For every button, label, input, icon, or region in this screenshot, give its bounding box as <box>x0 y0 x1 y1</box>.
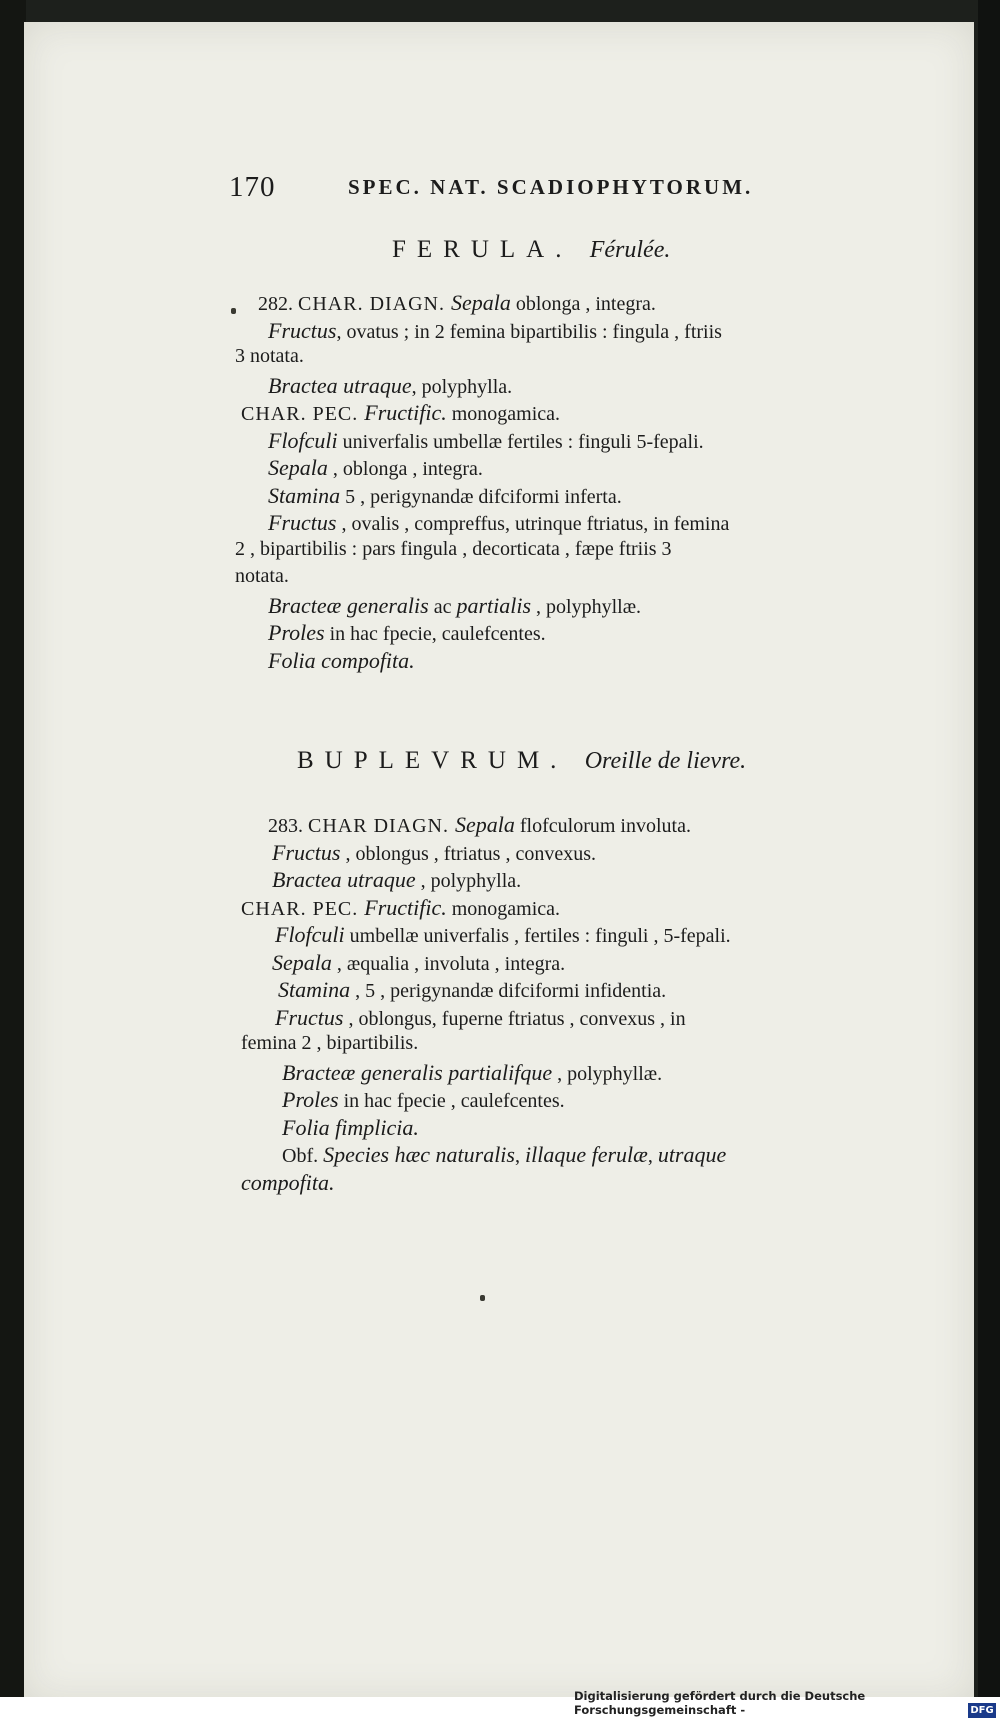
text-run: 3 notata. <box>235 345 304 367</box>
text-run: CHAR DIAGN. <box>308 815 455 837</box>
text-line <box>268 318 722 344</box>
italic-term: Fructus <box>272 839 341 865</box>
italic-term: illaque ferulæ <box>524 1142 648 1167</box>
text-run: , <box>647 1145 658 1167</box>
text-run: univerfalis umbellæ fertiles : finguli 5-fepali. <box>337 430 704 453</box>
text-run: monogamica. <box>446 403 561 425</box>
text-line <box>272 950 565 976</box>
dfg-logo: DFG <box>968 1703 996 1718</box>
text-line <box>268 373 512 399</box>
text-run: , polyphylla. <box>415 870 522 892</box>
text-run: CHAR. DIAGN. <box>298 293 451 315</box>
italic-term: Sepala <box>272 949 332 975</box>
text-line <box>258 290 656 316</box>
ink-speck <box>480 1295 485 1301</box>
text-run: , ovalis , compreffus, utrinque ftriatus, in femina <box>336 513 730 535</box>
footer-credit: Digitalisierung gefördert durch die Deutsche Forschungsgemeinschaft - <box>574 1689 866 1717</box>
scan-border-right <box>978 0 1000 1723</box>
text-line <box>241 400 560 426</box>
italic-term: Fructus <box>268 317 337 343</box>
text-run: , ovatus ; in 2 femina bipartibilis : fingula , ftriis <box>336 320 722 343</box>
footer-bar <box>0 1689 1000 1723</box>
text-line <box>272 867 521 893</box>
italic-term: utraque <box>657 1142 727 1167</box>
italic-term: Flofculi <box>275 922 345 947</box>
text-line <box>235 345 304 368</box>
text-line <box>268 428 704 454</box>
text-run: 5 , perigynandæ difciformi inferta. <box>340 485 622 508</box>
text-line <box>282 1115 419 1141</box>
italic-term: Folia fimplicia. <box>282 1114 419 1140</box>
italic-term: Proles <box>282 1087 339 1112</box>
section-title-buplevrum <box>297 747 746 775</box>
text-line <box>241 895 560 921</box>
italic-term: Sepala <box>455 812 515 837</box>
text-run: monogamica. <box>446 897 561 920</box>
text-run: , polyphyllæ. <box>552 1062 663 1085</box>
text-run: , polyphyllæ. <box>531 595 642 618</box>
text-run: , 5 , perigynandæ difciformi infidentia. <box>350 980 667 1002</box>
text-run: , oblongus, fuperne ftriatus , convexus , in <box>343 1007 686 1030</box>
italic-term: Fructific. <box>364 400 447 425</box>
text-run: CHAR. PEC. <box>241 897 365 920</box>
text-line <box>268 510 729 536</box>
text-line <box>268 483 622 509</box>
text-line <box>268 620 546 646</box>
text-run: ac <box>428 595 457 618</box>
text-run: 283. <box>268 815 308 837</box>
text-line <box>275 922 731 948</box>
text-run: in hac fpecie , caulefcentes. <box>338 1090 565 1112</box>
page-number: 170 <box>229 171 276 203</box>
text-run: oblonga , integra. <box>510 293 656 315</box>
section-title-latin: BUPLEVRUM. <box>297 747 568 774</box>
italic-term: Bracteæ generalis partialifque <box>282 1059 553 1085</box>
text-line <box>275 1005 686 1031</box>
italic-term: Sepala <box>268 455 328 480</box>
text-line <box>241 1170 335 1196</box>
text-line <box>282 1060 662 1086</box>
text-line <box>282 1087 565 1113</box>
italic-term: Sepala <box>451 290 511 315</box>
text-run: flofculorum involuta. <box>514 815 691 837</box>
section-title-ferula <box>392 236 670 264</box>
text-line <box>278 977 666 1003</box>
text-line <box>235 565 289 588</box>
text-line <box>282 1142 726 1168</box>
italic-term: Folia compofita. <box>268 647 415 673</box>
italic-term: Stamina <box>268 482 341 508</box>
text-line <box>268 648 415 674</box>
text-line <box>241 1032 418 1055</box>
italic-term: Fructific. <box>364 894 447 920</box>
ink-speck <box>231 308 236 314</box>
italic-term: Fructus <box>275 1004 344 1030</box>
text-line <box>268 593 641 619</box>
text-run: Obf. <box>282 1145 324 1167</box>
text-run: CHAR. PEC. <box>241 403 365 425</box>
italic-term: Bracteæ generalis <box>268 592 429 618</box>
italic-term: partialis <box>456 592 532 618</box>
text-run: notata. <box>235 565 289 587</box>
text-line <box>272 840 596 866</box>
text-run: , æqualia , involuta , integra. <box>331 952 566 975</box>
text-run: 2 , bipartibilis : pars fingula , decorticata , fæpe ftriis 3 <box>235 537 672 560</box>
text-line <box>268 455 483 481</box>
section-title-french: Férulée. <box>589 237 671 263</box>
italic-term: compofita. <box>241 1169 335 1195</box>
running-head: SPEC. NAT. SCADIOPHYTORUM. <box>348 175 754 199</box>
text-run: in hac fpecie, caulefcentes. <box>324 623 546 645</box>
italic-term: Species hæc naturalis <box>323 1142 515 1167</box>
section-title-french: Oreille de lievre. <box>584 748 747 774</box>
text-run: umbellæ univerfalis , fertiles : finguli , 5-fepali. <box>344 925 731 947</box>
text-line <box>268 812 691 838</box>
italic-term: Proles <box>268 620 325 645</box>
scan-border-left <box>0 0 26 1723</box>
text-line <box>235 538 672 561</box>
italic-term: Flofculi <box>268 427 338 453</box>
italic-term: Fructus <box>268 510 337 535</box>
italic-term: Stamina <box>278 977 351 1002</box>
text-run: , <box>514 1145 525 1167</box>
text-run: , oblongus , ftriatus , convexus. <box>340 842 596 865</box>
text-run: , oblonga , integra. <box>327 458 483 480</box>
italic-term: Bractea utraque <box>268 372 412 398</box>
section-title-latin: FERULA. <box>392 236 573 263</box>
italic-term: Bractea utraque <box>272 867 416 892</box>
text-run: 282. <box>258 293 298 315</box>
text-run: , polyphylla. <box>411 375 513 398</box>
text-run: femina 2 , bipartibilis. <box>241 1032 419 1054</box>
